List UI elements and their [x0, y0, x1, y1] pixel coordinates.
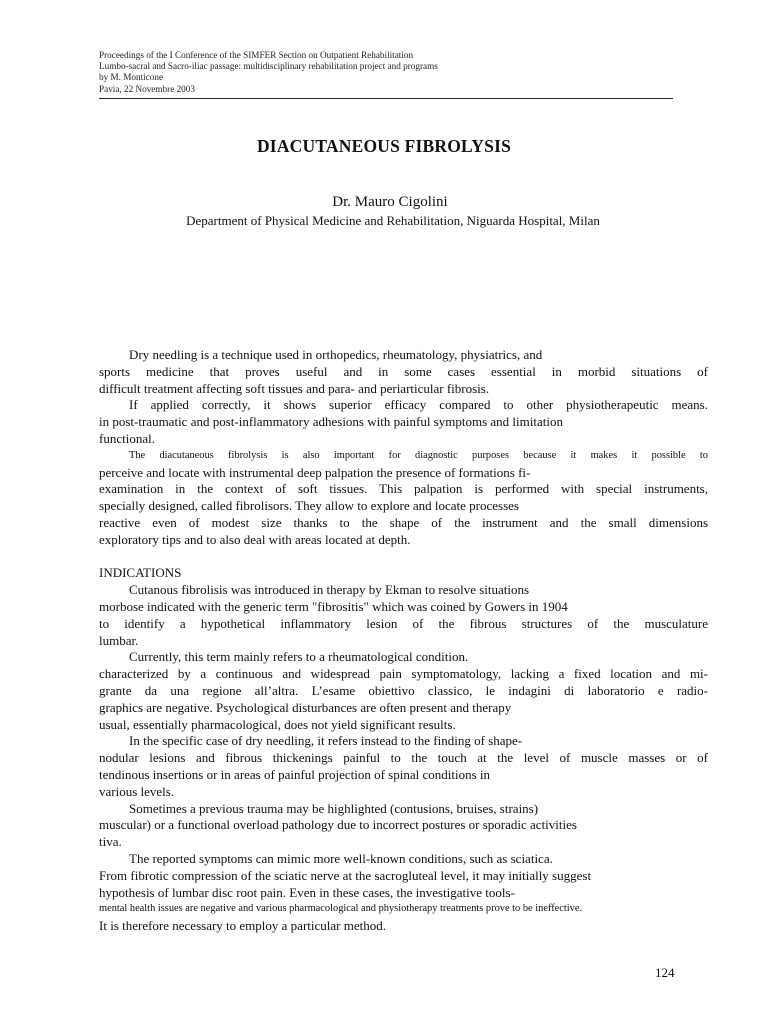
header-line: Pavia, 22 Novembre 2003: [99, 83, 195, 94]
text-line: The reported symptoms can mimic more well-known conditions, such as sciatica.: [129, 850, 553, 866]
text-line: examination in the context of soft tissues. This palpation is performed with special instruments,: [99, 481, 708, 497]
text-line: hypothesis of lumbar disc root pain. Even in these cases, the investigative tools-: [99, 884, 515, 900]
text-line: lumbar.: [99, 632, 139, 648]
section-heading: INDICATIONS: [99, 565, 182, 581]
header-line: by M. Monticone: [99, 72, 164, 83]
text-line: grante da una regione all’altra. L’esame obiettivo classico, le indagini di laboratorio e radio-: [99, 682, 708, 698]
page-number: 124: [655, 965, 675, 980]
author-affiliation: Department of Physical Medicine and Rehabilitation, Niguarda Hospital, Milan: [186, 213, 600, 228]
paragraph-gap: [99, 549, 708, 566]
text-line: specially designed, called fibrolisors. They allow to explore and locate processes: [99, 498, 519, 514]
text-line: tendinous insertions or in areas of painful projection of spinal conditions in: [99, 766, 491, 782]
text-line: muscular) or a functional overload pathology due to incorrect postures or sporadic activities: [99, 817, 577, 833]
text-line: reactive even of modest size thanks to the shape of the instrument and the small dimensions: [99, 514, 708, 530]
header-line: Lumbo-sacral and Sacro-iliac passage: multidisciplinary rehabilitation project and programs: [99, 61, 438, 72]
text-line: If applied correctly, it shows superior efficacy compared to other physiotherapeutic means.: [129, 397, 708, 413]
paper-title: DIACUTANEOUS FIBROLYSIS: [256, 136, 512, 156]
header-line: Proceedings of the I Conference of the SIMFER Section on Outpatient Rehabilitation: [99, 50, 414, 60]
proceedings-header: [99, 50, 673, 99]
text-line: Currently, this term mainly refers to a rheumatological condition.: [129, 649, 469, 665]
text-line: graphics are negative. Psychological disturbances are often present and therapy: [99, 699, 512, 715]
text-line: Sometimes a previous trauma may be highlighted (contusions, bruises, strains): [129, 800, 539, 816]
text-line: difficult treatment affecting soft tissues and para- and periarticular fibrosis.: [99, 380, 490, 396]
text-line: morbose indicated with the generic term "fibrositis" which was coined by Gowers in 1904: [99, 598, 568, 614]
text-line: It is therefore necessary to employ a particular method.: [99, 918, 386, 934]
text-line: In the specific case of dry needling, it refers instead to the finding of shape-: [129, 733, 523, 749]
text-line: From fibrotic compression of the sciatic nerve at the sacrogluteal level, it may initially suggest: [99, 867, 592, 883]
text-line: exploratory tips and to also deal with areas located at depth.: [99, 531, 411, 547]
text-line: various levels.: [99, 783, 175, 799]
text-line: to identify a hypothetical inflammatory lesion of the fibrous structures of the musculature: [99, 615, 708, 631]
text-line: perceive and locate with instrumental deep palpation the presence of formations fi-: [99, 464, 531, 480]
text-line: mental health issues are negative and various pharmacological and physiotherapy treatments prove to be ineffective.: [99, 903, 583, 915]
text-line: in post-traumatic and post-inflammatory adhesions with painful symptoms and limitation: [99, 414, 563, 430]
text-line: nodular lesions and fibrous thickenings painful to the touch at the level of muscle masses or of: [99, 750, 708, 766]
text-line: sports medicine that proves useful and in some cases essential in morbid situations of: [99, 363, 708, 379]
text-line: The diacutaneous fibrolysis is also important for diagnostic purposes because it makes it possible to: [129, 449, 708, 461]
text-line: characterized by a continuous and widespread pain symptomatology, lacking a fixed location and mi-: [99, 666, 708, 682]
body-text: [99, 347, 708, 935]
text-line: tiva.: [99, 834, 122, 850]
author-name: Dr. Mauro Cigolini: [332, 194, 448, 210]
text-line: Cutanous fibrolisis was introduced in therapy by Ekman to resolve situations: [129, 582, 530, 598]
text-line: functional.: [99, 430, 155, 446]
text-line: usual, essentially pharmacological, does not yield significant results.: [99, 716, 456, 732]
text-line: Dry needling is a technique used in orthopedics, rheumatology, physiatrics, and: [129, 347, 543, 362]
